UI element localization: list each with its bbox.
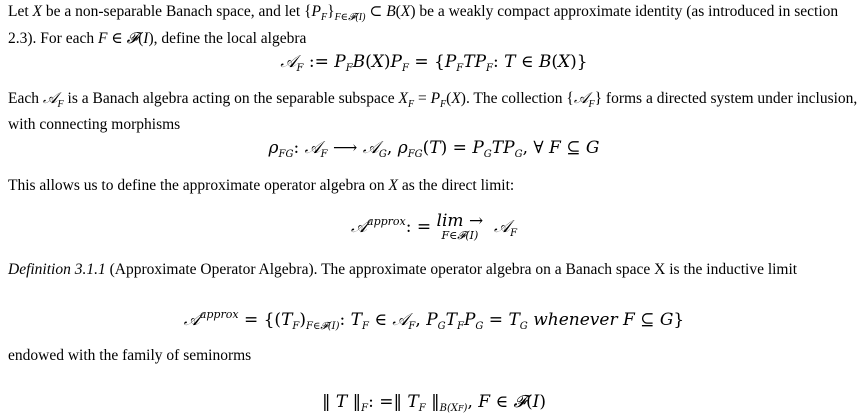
definition-label: Definition 3.1.1 — [8, 261, 106, 278]
equation-seminorms: ‖ T $‖_F$: =‖ $T_F$ $‖_{B(XF)}$, F ∈ 𝓕(I) — [322, 392, 546, 414]
equation-local-algebra: 𝒜$_F$ := $P_FB(X)P_F = \{P_FTP_F$: T ∈ B(X)} — [280, 52, 588, 74]
equation-direct-limit: 𝒜$^{approx}$: = lim → F∈𝓕(I) 𝒜$_F$ — [350, 211, 518, 242]
equation-connecting-morphisms: $\rho_{FG}$: 𝒜$_F$ ⟶ 𝒜$_G$, $\rho_{FG}(T) = P_GTP_G$, ∀ F ⊆ G — [268, 138, 600, 160]
paragraph-directed-system: Each 𝒜$_F$ is a Banach algebra acting on the separable subspace $X_F = P_F(X)$. The collection {𝒜$_F$} forms a directed system under inclusion, with connecting morphisms — [8, 89, 858, 133]
paragraph-seminorms: endowed with the family of seminorms — [8, 347, 252, 364]
paragraph-intro: Let X be a non-separable Banach space, and let $\{P_F\}_{F\in 𝓕(I)}$ ⊂ B(X) be a weakly compact approximate identity (as introduced in section 2.3). For each F ∈ 𝓕(I), define the local algebra — [8, 3, 839, 47]
paragraph-direct-limit-intro: This allows us to define the approximate operator algebra on X as the direct limit: — [8, 177, 515, 194]
definition-statement — [8, 260, 860, 280]
definition-text: (Approximate Operator Algebra). The approximate operator algebra on a Banach space X is the inductive limit — [109, 261, 798, 278]
equation-inductive-limit: 𝒜$^{approx}$ = {$(T_F)_{F\in 𝓕(I)}$: $T_F$ ∈ 𝒜$_F$, $P_GT_FP_G = T_G$ whenever F ⊆ G} — [183, 308, 685, 332]
